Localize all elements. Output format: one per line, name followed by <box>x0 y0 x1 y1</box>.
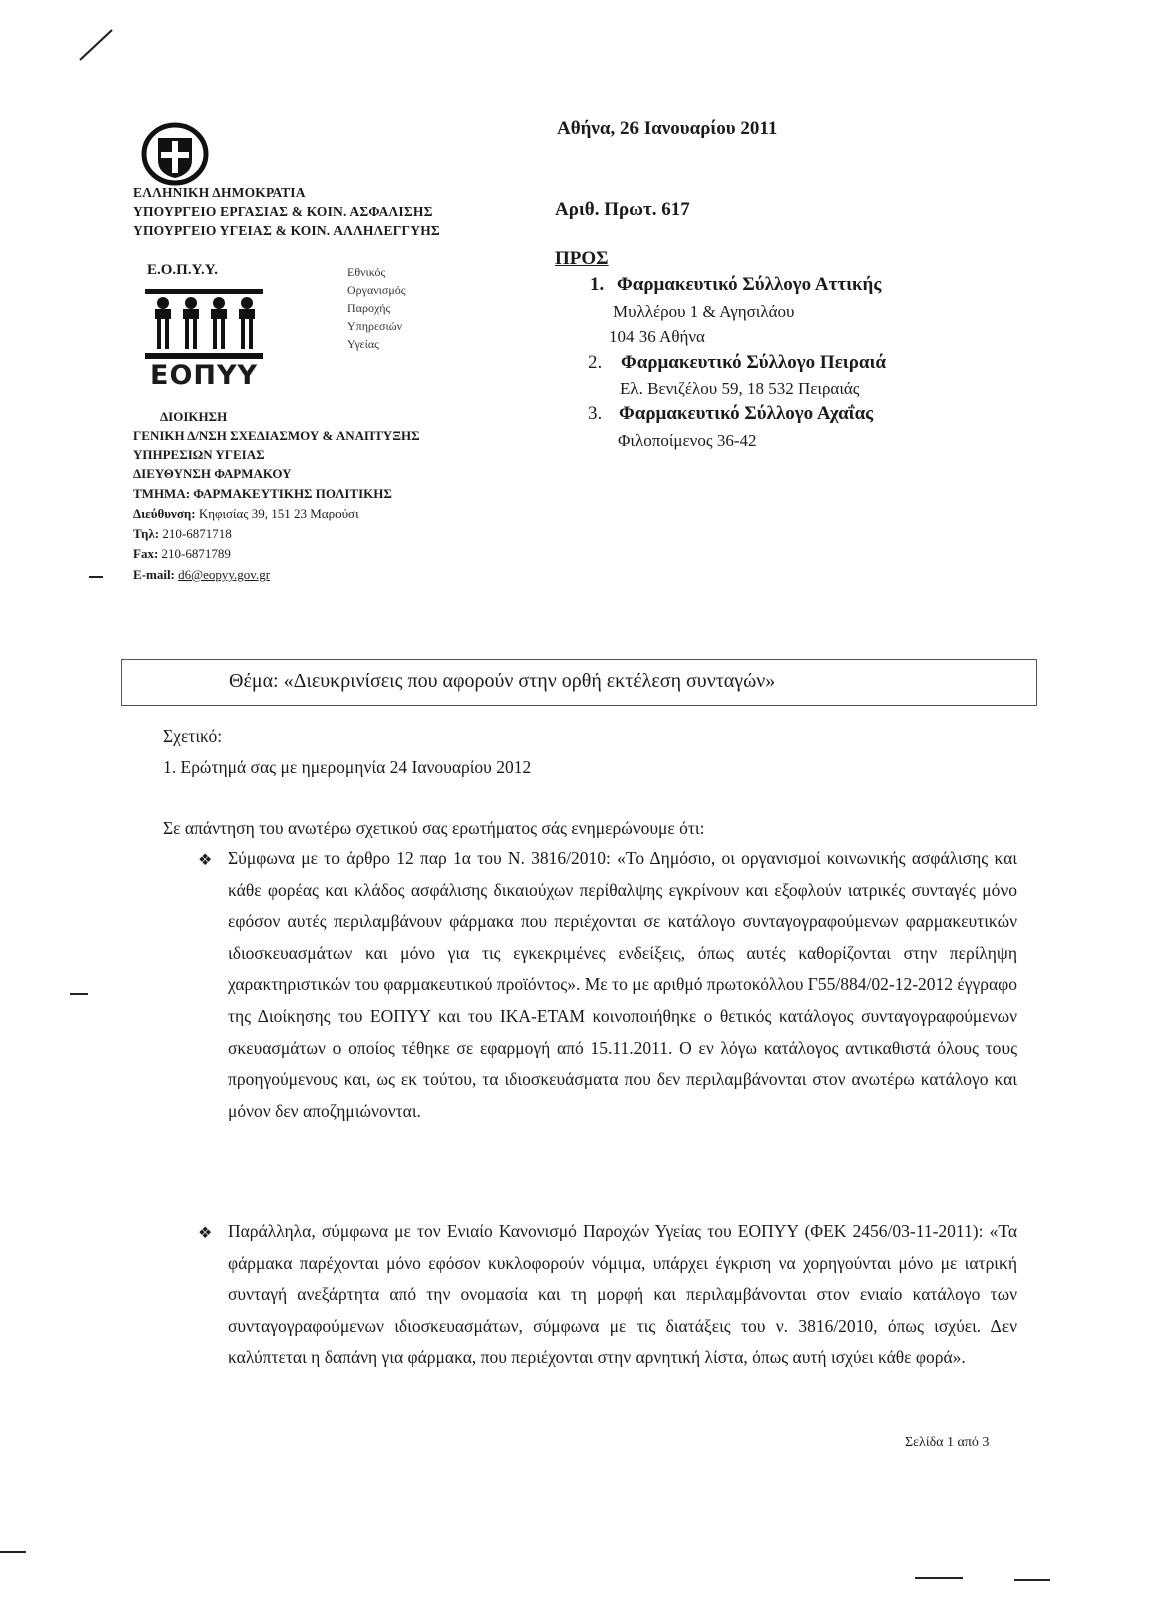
scan-mark <box>915 1577 963 1579</box>
recipient-3-name <box>588 403 873 425</box>
fax-label: Fax: <box>133 546 159 561</box>
related-label: Σχετικό: <box>163 726 223 746</box>
contact-phone <box>133 526 232 542</box>
recipient-1-address-2: 104 36 Αθήνα <box>609 327 705 346</box>
subject-title: Θέμα: «Διευκρινίσεις που αφορούν στην ορθή εκτέλεση συνταγών» <box>229 670 776 692</box>
contact-fax <box>133 546 231 562</box>
admin-line-2: ΓΕΝΙΚΗ Δ/ΝΣΗ ΣΧΕΔΙΑΣΜΟΥ & ΑΝΑΠΤΥΞΗΣ <box>133 428 420 443</box>
org-full-name-4: Υπηρεσιών <box>347 319 403 333</box>
recipient-1-address-1: Μυλλέρου 1 & Αγησιλάου <box>613 302 795 321</box>
eopyy-logo-text: ΕΟΠΥΥ <box>150 360 259 391</box>
date-line: Αθήνα, 26 Ιανουαρίου 2011 <box>557 118 778 139</box>
email-label: E-mail: <box>133 567 175 582</box>
body-intro: Σε απάντηση του ανωτέρω σχετικού σας ερωτήματος σάς ενημερώνουμε ότι: <box>163 818 705 838</box>
recipient-1-label: Φαρμακευτικό Σύλλογο Αττικής <box>617 274 882 295</box>
recipient-3-label: Φαρμακευτικό Σύλλογο Αχαΐας <box>619 403 874 424</box>
fax-value: 210-6871789 <box>161 546 231 561</box>
recipient-1-number: 1. <box>590 274 605 295</box>
org-full-name-3: Παροχής <box>347 301 391 315</box>
admin-line-3: ΥΠΗΡΕΣΙΩΝ ΥΓΕΙΑΣ <box>133 447 265 462</box>
admin-line-5: ΤΜΗΜΑ: ΦΑΡΜΑΚΕΥΤΙΚΗΣ ΠΟΛΙΤΙΚΗΣ <box>133 486 392 501</box>
bullet-diamond-icon: ❖ <box>198 1223 213 1242</box>
recipient-3-number: 3. <box>588 403 603 424</box>
recipients-heading: ΠΡΟΣ <box>555 248 609 269</box>
admin-line-1: ΔΙΟΙΚΗΣΗ <box>160 409 228 424</box>
recipient-2-number: 2. <box>588 352 603 373</box>
recipient-2-address-1: Ελ. Βενιζέλου 59, 18 532 Πειραιάς <box>620 379 860 398</box>
address-value: Κηφισίας 39, 151 23 Μαρούσι <box>198 506 359 521</box>
phone-value: 210-6871718 <box>162 526 232 541</box>
protocol-number: Αριθ. Πρωτ. 617 <box>555 199 690 220</box>
recipient-3-address-1: Φιλοποίμενος 36-42 <box>618 431 757 450</box>
contact-email <box>133 567 270 583</box>
page-number: Σελίδα 1 από 3 <box>905 1435 990 1450</box>
org-full-name-1: Εθνικός <box>347 265 386 279</box>
admin-line-4: ΔΙΕΥΘΥΝΣΗ ΦΑΡΜΑΚΟΥ <box>133 466 292 481</box>
recipient-1-name <box>590 274 881 296</box>
gov-line-ministry-health: ΥΠΟΥΡΓΕΙΟ ΥΓΕΙΑΣ & ΚΟΙΝ. ΑΛΛΗΛΕΓΓΥΗΣ <box>133 223 440 238</box>
address-label: Διεύθυνση: <box>133 506 196 521</box>
gov-line-ministry-labour: ΥΠΟΥΡΓΕΙΟ ΕΡΓΑΣΙΑΣ & ΚΟΙΝ. ΑΣΦΑΛΙΣΗΣ <box>133 204 433 219</box>
org-full-name-2: Οργανισμός <box>347 283 406 297</box>
body-paragraph-2: Παράλληλα, σύμφωνα με τον Ενιαίο Κανονισμό Παροχών Υγείας του ΕΟΠΥΥ (ΦΕΚ 2456/03-11-2011): «Τα φάρμακα παρέχονται μόνο εφόσον κυκλοφορούν νόμιμα, υπάρχει έγκριση να χορηγούνται μόνο με ιατρική συνταγή ανεξάρτητα από την ονομασία και τη μορφή και περιλαμβάνονται στον ενιαίο κατάλογο των συνταγογραφούμενων ιδιοσκευασμάτων, σύμφωνα με τις διατάξεις του ν. 3816/2010, όπως ισχύει. Δεν καλύπτεται η δαπάνη για φάρμακα, που περιέχονται στην αρνητική λίστα, όπως αυτή ισχύει κάθε φορά». <box>228 1221 1017 1368</box>
gov-line-republic: ΕΛΛΗΝΙΚΗ ΔΗΜΟΚΡΑΤΙΑ <box>133 185 306 200</box>
eopyy-logo-figures <box>145 283 265 363</box>
scan-mark <box>1014 1579 1050 1581</box>
phone-label: Τηλ: <box>133 526 160 541</box>
recipient-2-label: Φαρμακευτικό Σύλλογο Πειραιά <box>621 352 886 373</box>
org-abbreviation: Ε.Ο.Π.Υ.Υ. <box>147 262 219 278</box>
scan-mark <box>70 993 88 995</box>
related-item-1: 1. Ερώτημά σας με ημερομηνία 24 Ιανουαρίου 2012 <box>163 757 532 777</box>
email-link[interactable]: d6@eopyy.gov.gr <box>178 567 271 582</box>
bullet-diamond-icon: ❖ <box>198 850 213 869</box>
scan-mark <box>89 576 103 578</box>
contact-address <box>133 506 359 522</box>
org-full-name-5: Υγείας <box>347 337 379 351</box>
pen-mark <box>78 28 114 62</box>
coat-of-arms-emblem <box>140 120 210 186</box>
scan-mark <box>0 1551 26 1553</box>
body-paragraph-1: Σύμφωνα με το άρθρο 12 παρ 1α του Ν. 3816/2010: «Το Δημόσιο, οι οργανισμοί κοινωνικής ασφάλισης και κάθε φορέας και κλάδος ασφάλισης δικαιούχων περίθαλψης εγκρίνουν και εξοφλούν ιατρικές συνταγές μόνο εφόσον αυτές περιλαμβάνουν φάρμακα που περιέχονται σε κατάλογο συνταγογραφούμενων φαρμακευτικών ιδιοσκευασμάτων και μόνο για τις εγκεκριμένες ενδείξεις, όπως αυτές καθορίζονται στην περίληψη χαρακτηριστικών του φαρμακευτικού προϊόντος». Με το με αριθμό πρωτοκόλλου Γ55/884/02-12-2012 έγγραφο της Διοίκησης του ΕΟΠΥΥ και του ΙΚΑ-ΕΤΑΜ κοινοποιήθηκε ο θετικός κατάλογος συνταγογραφούμενων σκευασμάτων ο οποίος τέθηκε σε εφαρμογή από 15.11.2011. Ο εν λόγω κατάλογος αντικαθιστά όλους τους προηγούμενους και, ως εκ τούτου, τα ιδιοσκευάσματα που δεν περιλαμβάνονται στον ανωτέρω κατάλογο και μόνον δεν αποζημιώνονται. <box>228 848 1017 1121</box>
recipient-2-name <box>588 352 886 374</box>
